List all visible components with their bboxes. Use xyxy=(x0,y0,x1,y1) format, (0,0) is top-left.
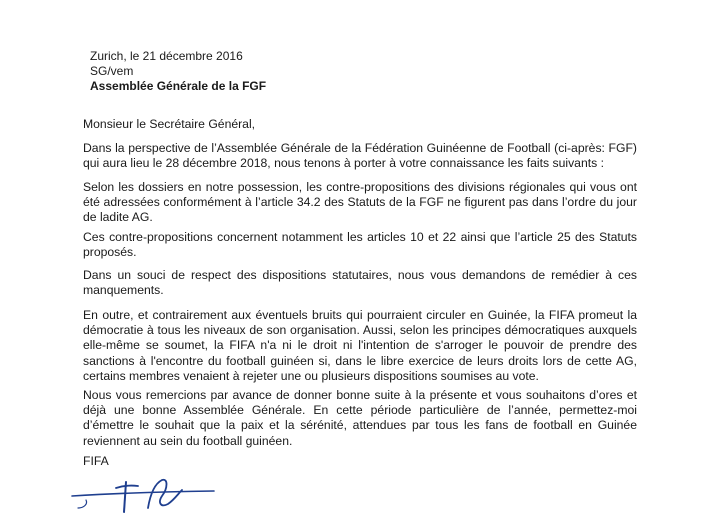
paragraph-remedy: Dans un souci de respect des dispositions statutaires, nous vous demandons de remédier à ces manquements. xyxy=(83,268,637,298)
reference-code: SG/vem xyxy=(90,64,134,78)
page-top-mark xyxy=(124,0,152,4)
top-mark-glyph xyxy=(124,0,152,4)
paragraph-democracy: En outre, et contrairement aux éventuels bruits qui pourraient circuler en Guinée, la FIFA promeut la démocratie à tous les niveaux de son organisation. Aussi, selon les principes démocratiques auxquels elle-même se soumet, la FIFA n'a ni le droit ni l'intention de s'arroger le pouvoir de prendre des sanctions à l'encontre du football guinéen si, dans le libre exercice de leurs droits lors de cette AG, certains membres venaient à rejeter une ou plusieurs dispositions soumises au vote. xyxy=(83,308,637,383)
paragraph-intro: Dans la perspective de l’Assemblée Générale de la Fédération Guinéenne de Football (ci-après: FGF) qui aura lieu le 28 décembre 2018, nous tenons à porter à votre connaissance les faits suivants : xyxy=(83,141,637,171)
paragraph-articles: Ces contre-propositions concernent notamment les articles 10 et 22 ainsi que l’article 25 des Statuts proposés. xyxy=(83,230,637,260)
handwritten-signature xyxy=(64,474,234,516)
paragraph-dossiers: Selon les dossiers en notre possession, les contre-propositions des divisions régionales qui vous ont été adressées conformément à l’article 34.2 des Statuts de la FGF ne figurent pas dans l’ordre du jour de ladite AG. xyxy=(83,180,637,225)
letter-header xyxy=(90,49,266,94)
paragraph-closing: Nous vous remercions par avance de donner bonne suite à la présente et vous souhaitons d’ores et déjà une bonne Assemblée Générale. En cette période particulière de l’année, permettez-moi d’émettre le souhait que la paix et la sérénité, attendues par tous les fans de football en Guinée reviennent au sein du football guinéen. xyxy=(83,388,637,448)
subject-line: Assemblée Générale de la FGF xyxy=(90,79,267,93)
place-date: Zurich, le 21 décembre 2016 xyxy=(90,49,243,63)
salutation: Monsieur le Secrétaire Général, xyxy=(83,117,256,131)
signoff: FIFA xyxy=(83,454,109,468)
